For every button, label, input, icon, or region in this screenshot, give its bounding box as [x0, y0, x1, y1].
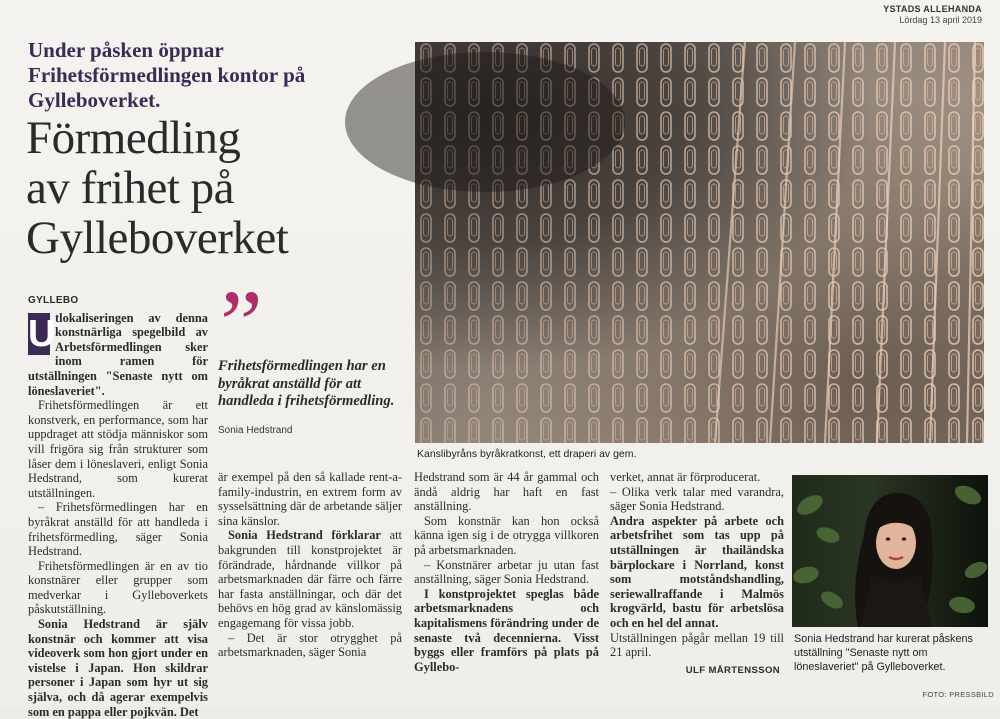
paragraph-text: att bakgrunden till konstprojektet är förändrade, hårdnande villkor på arbetsmarknaden där färre och färre har fasta anställningar, och där det behövs en hög grad av känslomässig engagemang för vissa jobb.	[218, 528, 402, 630]
article-column-3	[414, 470, 599, 674]
photo-caption: Kanslibyråns byråkratkonst, ett draperi av gem.	[417, 448, 637, 460]
dateline: GYLLEBO	[28, 295, 79, 306]
paragraph: – Frihetsförmedlingen har en byråkrat anställd för att handleda i frihetsförmedling, säger Sonia Hedstrand.	[28, 500, 208, 559]
portrait-caption: Sonia Hedstrand har kurerat påskens utställning "Senaste nytt om löneslaveriet" på Gylleboverket.	[794, 633, 973, 673]
article-column-2	[218, 470, 402, 660]
paragraph: Frihetsförmedlingen är ett konstverk, en performance, som har uppdraget att stödja människor som vill frigöra sig från strukturer som låser dem i löneslaveri, enligt Sonia Hedstrand, som kurerat utställningen.	[28, 398, 208, 500]
paragraph: Hedstrand som är 44 år gammal och ändå aldrig har haft en fast anställning.	[414, 470, 599, 514]
paragraph: – Det är stor otrygghet på arbetsmarknaden, säger Sonia	[218, 630, 402, 660]
paperclip-curtain-photo	[415, 42, 984, 443]
paragraph: är exempel på den så kallade rent-a-family-industrin, en extrem form av sysselsättning där de arbetande säljer sina känslor.	[218, 470, 402, 528]
paragraph: Andra aspekter på arbete och arbetsfrihet som tas upp på utställningen är thailändska bärplockare i Norrland, konst som motståndshandling, seriewallraffande i Malmös krogvärld, bastu för arbetslösa och en hel del annat.	[610, 513, 784, 630]
pull-quote	[218, 270, 400, 436]
paperclip-chains-icon	[415, 42, 984, 443]
inline-subhead: Sonia Hedstrand förklarar	[228, 528, 381, 543]
photo-credit: FOTO: PRESSBILD	[922, 690, 994, 699]
paragraph: Utställningen pågår mellan 19 till 21 april.	[610, 630, 784, 660]
headline-line: Gylleboverket	[26, 212, 289, 264]
byline: ULF MÅRTENSSON	[685, 664, 780, 676]
masthead	[883, 4, 982, 25]
paragraph-with-subhead	[218, 528, 402, 630]
article-column-1	[28, 294, 208, 719]
quote-mark-icon	[218, 270, 400, 377]
drop-cap: U	[28, 312, 56, 355]
quote-marks-text: ”	[220, 270, 263, 377]
paragraph: verket, annat är förproducerat.	[610, 470, 761, 484]
quote-text: Frihetsförmedlingen har en byråkrat anställd för att handleda i frihetsförmedling.	[218, 358, 395, 410]
paragraph: – Olika verk talar med varandra, säger Sonia Hedstrand.	[610, 484, 784, 514]
paragraph: Som konstnär kan hon också känna igen sig i de otrygga villkoren på arbetsmarknaden.	[414, 513, 599, 557]
issue-date: Lördag 13 april 2019	[899, 15, 982, 25]
newspaper-name: YSTADS ALLEHANDA	[883, 4, 982, 14]
quote-attribution: Sonia Hedstrand	[218, 424, 293, 436]
portrait-photo	[792, 475, 988, 627]
paragraph: I konstprojektet speglas både arbetsmarknadens och kapitalismens förändring under de senaste två decennierna. Visst byggs eller framförs på plats på Gyllebo-	[414, 586, 599, 674]
paragraph: Sonia Hedstrand är själv konstnär och kommer att visa videoverk som hon gjort under en vistelse i Japan. Hon skildrar personer i Japan som hyr ut sig själva, och då agerar exempelvis som en pappa eller pojkvän. Det	[28, 617, 208, 719]
headline-line: Förmedling	[26, 112, 241, 164]
headline-line: av frihet på	[26, 162, 235, 214]
paragraph: – Konstnärer arbetar ju utan fast anställning, säger Sonia Hedstrand.	[414, 557, 599, 587]
lead-paragraph: tlokaliseringen av denna konstnärliga spegelbild av Arbetsförmedlingen sker inom ramen för utställningen "Senaste nytt om löneslaveriet".	[28, 310, 208, 398]
person-portrait-icon	[792, 475, 988, 627]
kicker: Under påsken öppnar Frihetsförmedlingen kontor på Gylleboverket.	[28, 38, 306, 112]
paragraph: Frihetsförmedlingen är en av tio konstnärer eller grupper som medverkar i Gylleboverkets påskutställning.	[28, 558, 208, 617]
article-column-4	[610, 470, 784, 678]
